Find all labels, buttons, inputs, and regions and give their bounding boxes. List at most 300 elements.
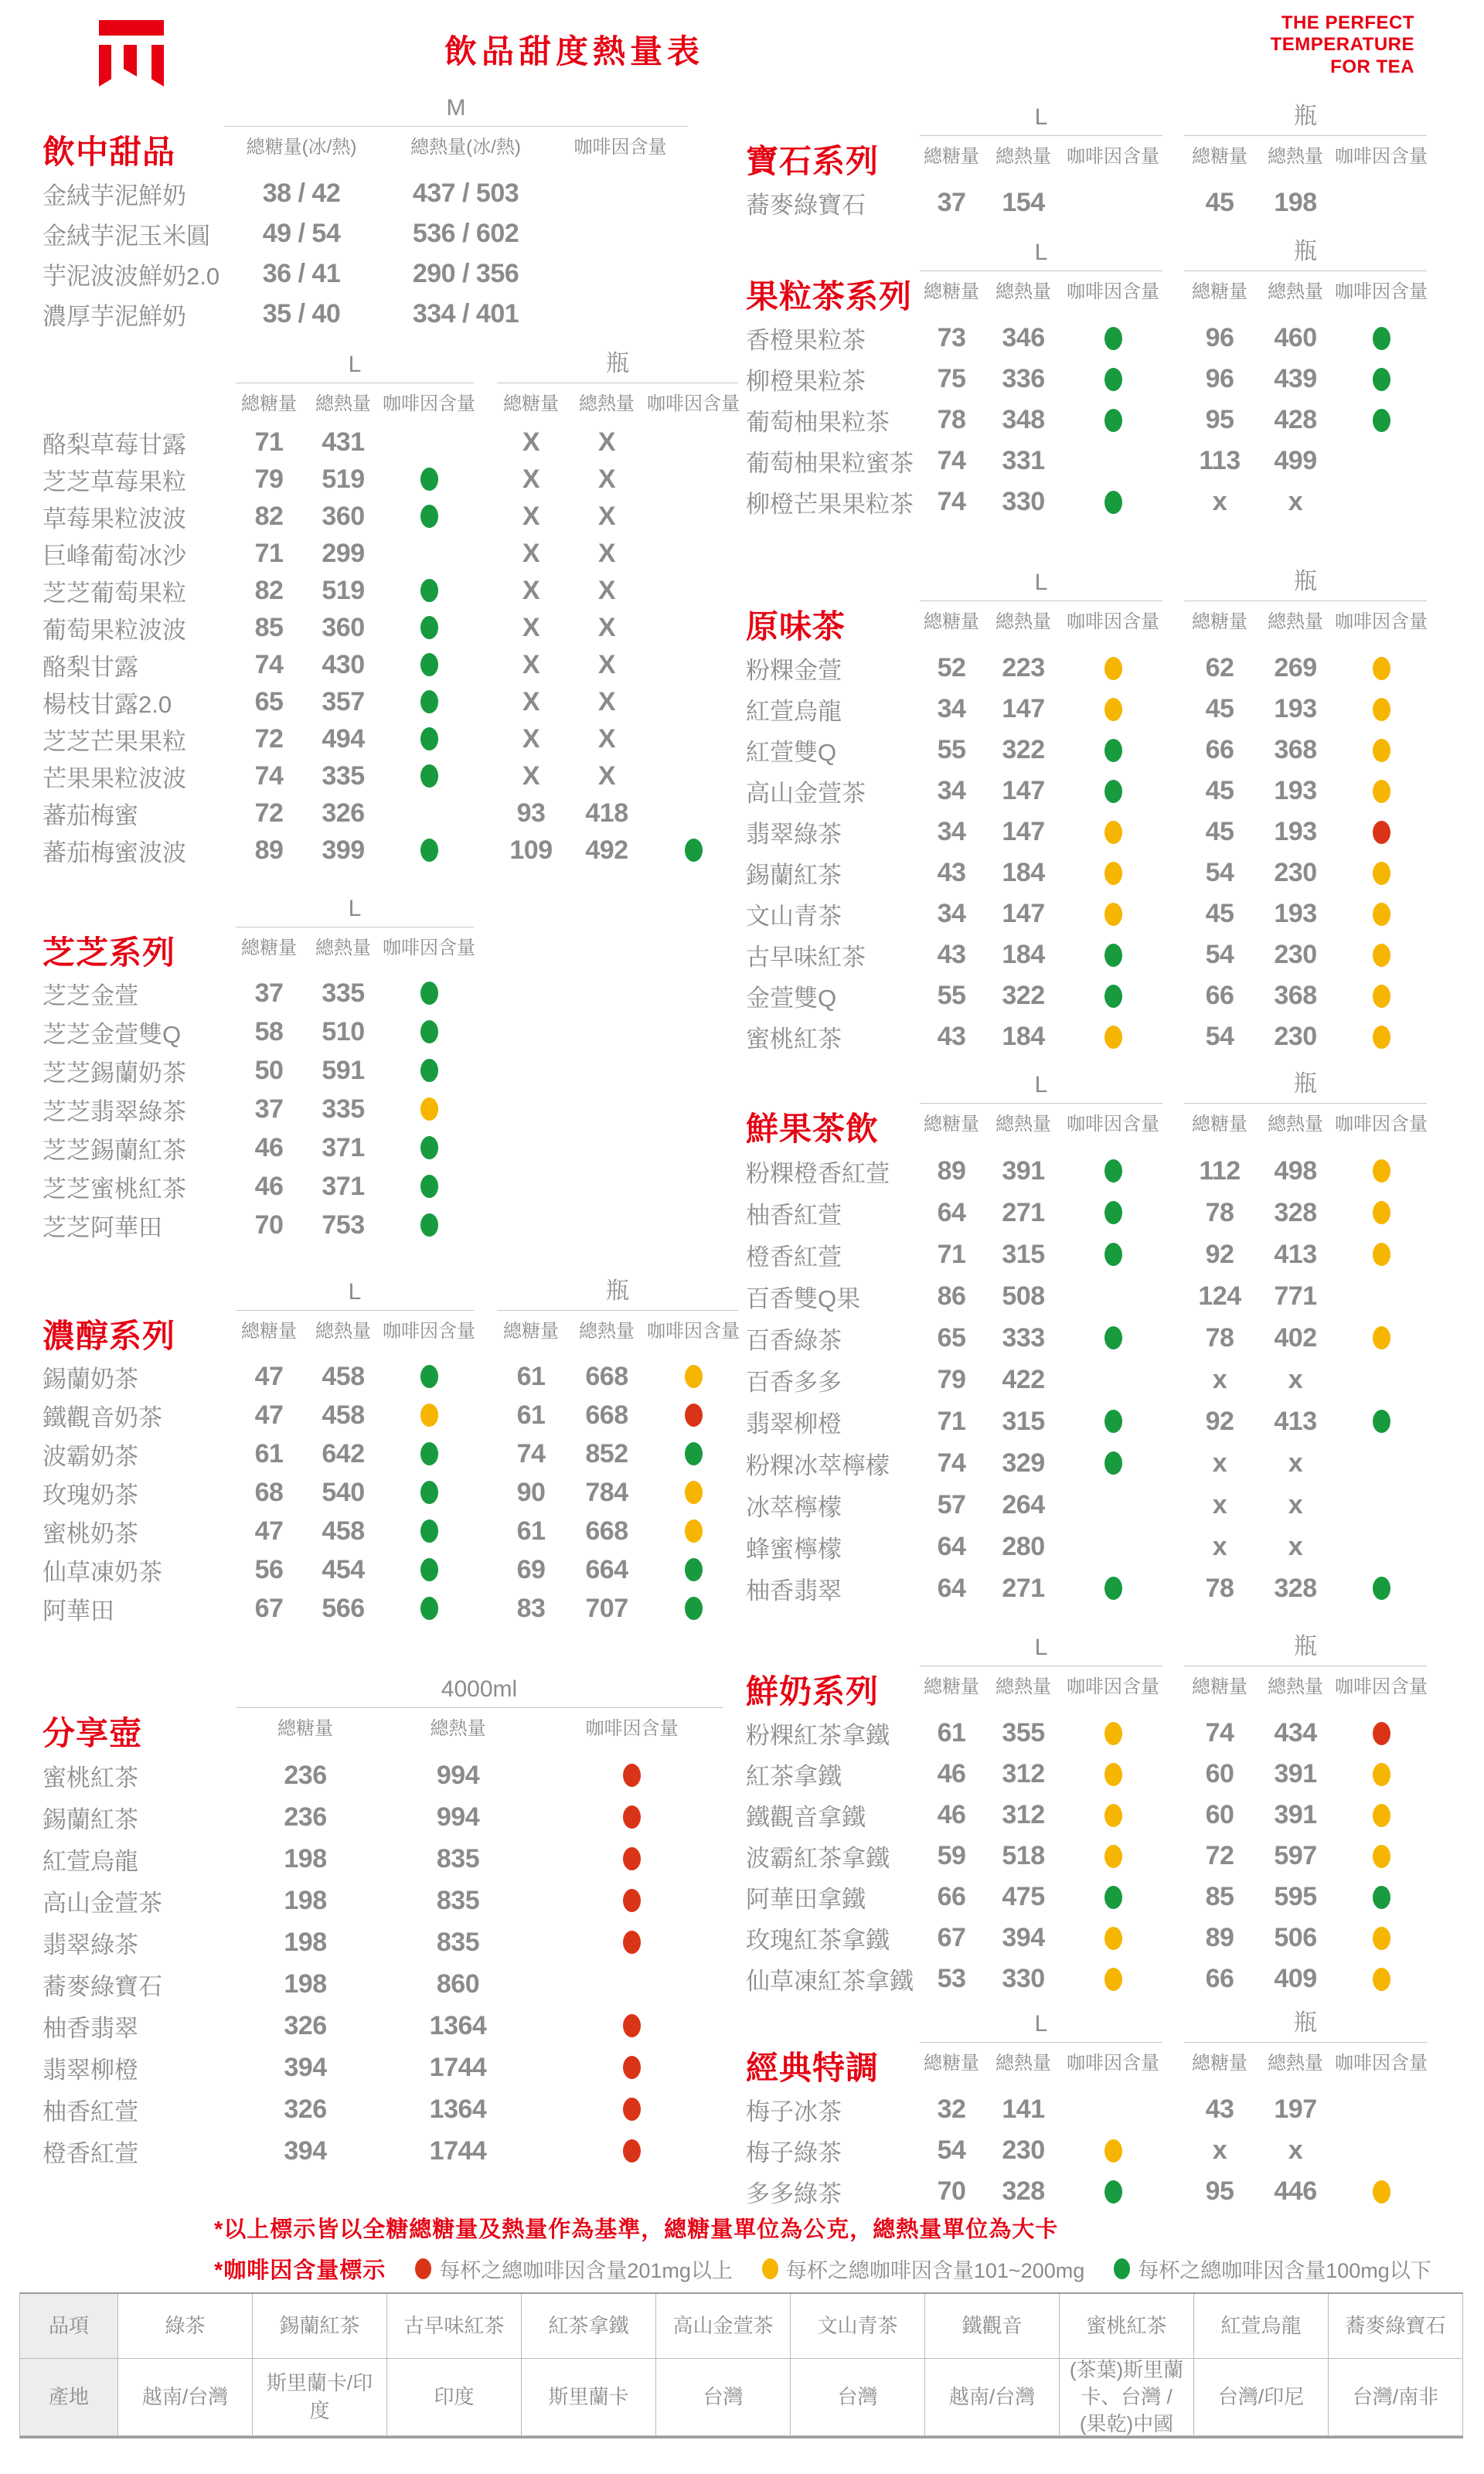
value-sugar: 236: [284, 1802, 327, 1832]
value-calories: 591: [322, 1055, 365, 1085]
item-name: 紅萱烏龍: [43, 1847, 138, 1875]
caffeine-cell: [541, 2088, 723, 2130]
value-sugar: 326: [284, 2094, 327, 2124]
right-column: [746, 100, 1441, 2212]
value-sugar: 45: [1205, 899, 1234, 928]
group-gap: [1162, 2171, 1184, 2212]
caffeine-dot-yellow: [1104, 698, 1122, 721]
caffeine-dot-green: [685, 839, 703, 862]
caffeine-dot-yellow: [1104, 1968, 1122, 1991]
origin-corner-label: 品項: [20, 2294, 118, 2359]
value-calories: 184: [1002, 858, 1045, 887]
caffeine-cell: [648, 535, 738, 572]
column-header: 總糖量: [241, 937, 297, 958]
value-calories: 566: [322, 1593, 365, 1623]
group-gap: [1162, 1958, 1184, 1999]
column-header: 總熱量: [315, 937, 371, 958]
value-calories: 1744: [429, 2052, 487, 2082]
group-gap: [1162, 1795, 1184, 1836]
value-calories: 269: [1274, 653, 1317, 682]
value-calories: x: [1288, 1489, 1303, 1519]
value-calories: 193: [1274, 899, 1317, 928]
group-gap: [474, 572, 497, 609]
value-calories: 322: [1002, 735, 1045, 764]
value-calories: 147: [1002, 899, 1045, 928]
caffeine-cell: [553, 173, 688, 213]
caffeine-cell: [1064, 1317, 1162, 1359]
group-gap: [474, 1473, 497, 1512]
section-table: [746, 1068, 1441, 1609]
item-name: 翡翠綠茶: [746, 821, 842, 848]
column-header: 總熱量: [1268, 281, 1323, 302]
caffeine-dot-red: [1373, 1722, 1390, 1745]
origin-value: 斯里蘭卡/印度: [253, 2359, 387, 2436]
value-calories: 835: [436, 1927, 480, 1957]
group-gap: [1162, 1631, 1184, 1666]
group-gap: [1162, 400, 1184, 441]
caffeine-cell: [384, 832, 474, 869]
value-sugar: 198: [284, 1969, 327, 1999]
caffeine-cell: [648, 498, 738, 535]
value-calories: 147: [1002, 776, 1045, 805]
caffeine-cell: [1064, 2130, 1162, 2171]
value-calories: 357: [322, 686, 365, 716]
size-header: L: [920, 1631, 1162, 1666]
value-sugar: 45: [1205, 817, 1234, 846]
value-calories: 391: [1274, 1759, 1317, 1788]
column-header: 總糖量: [1192, 1676, 1247, 1697]
value-calories: X: [597, 464, 616, 494]
value-calories: 402: [1274, 1322, 1317, 1353]
item-name: 百香多多: [746, 1368, 842, 1396]
caffeine-cell: [1336, 1958, 1427, 1999]
caffeine-cell: [1064, 1836, 1162, 1877]
column-header: 總糖量: [241, 1320, 297, 1342]
size-header: 瓶: [1184, 100, 1427, 136]
group-gap: [474, 1512, 497, 1550]
caffeine-dot-green: [420, 1175, 438, 1198]
caffeine-cell: [1064, 1713, 1162, 1754]
caffeine-dot-green: [420, 468, 438, 491]
value-calories: 230: [1002, 2135, 1045, 2165]
value-calories: 330: [1002, 1964, 1045, 1993]
caffeine-cell: [648, 424, 738, 461]
size-header: L: [920, 566, 1162, 601]
label-spacer: [746, 236, 920, 271]
value-sugar: X: [522, 761, 540, 791]
caffeine-cell: [1336, 1567, 1427, 1609]
value-calories: 434: [1274, 1718, 1317, 1747]
label-spacer: [746, 1068, 920, 1104]
caffeine-cell: [1336, 1442, 1427, 1484]
caffeine-dot-green: [420, 1020, 438, 1043]
caffeine-cell: [384, 1473, 474, 1512]
caffeine-dot-green: [1373, 1410, 1390, 1433]
label-spacer: [43, 1275, 236, 1311]
section-title: 飲中甜品: [43, 134, 176, 170]
caffeine-dot-yellow: [1104, 1845, 1122, 1868]
value-calories: 458: [322, 1361, 365, 1391]
value-calories: 328: [1274, 1197, 1317, 1227]
origin-item-name: 鐵觀音: [925, 2294, 1060, 2359]
caffeine-dot-green: [420, 1597, 438, 1620]
group-gap: [1162, 318, 1184, 359]
caffeine-dot-green: [1104, 1886, 1122, 1909]
column-header: 總糖量: [241, 393, 297, 414]
origin-table: [19, 2292, 1463, 2438]
value-sugar: 64: [937, 1531, 966, 1561]
value-calories: 184: [1002, 940, 1045, 969]
value-calories: 668: [585, 1400, 628, 1430]
caffeine-cell: [541, 1838, 723, 1880]
label-spacer: [43, 892, 236, 927]
item-name: 柚香翡翠: [746, 1577, 842, 1605]
caffeine-cell: [384, 757, 474, 795]
group-gap: [1162, 648, 1184, 689]
value-calories: 371: [322, 1132, 365, 1162]
value-calories: 299: [322, 538, 365, 568]
caffeine-dot-yellow: [1104, 1722, 1122, 1745]
value-calories: 391: [1274, 1800, 1317, 1829]
column-header: 總糖量: [924, 281, 979, 302]
item-name: 粉粿紅茶拿鐵: [746, 1722, 890, 1749]
column-header: 咖啡因含量: [1067, 2052, 1159, 2074]
caffeine-cell: [384, 424, 474, 461]
group-gap: [1162, 441, 1184, 482]
value-calories: 668: [585, 1516, 628, 1546]
value-calories: 322: [1002, 981, 1045, 1010]
group-gap: [1162, 1400, 1184, 1442]
value-sugar: 37: [254, 978, 284, 1008]
caffeine-dot-green: [1104, 1451, 1122, 1475]
column-header: 總熱量: [996, 281, 1051, 302]
column-header: 咖啡因含量: [574, 136, 667, 158]
value-sugar: 75: [937, 364, 966, 393]
caffeine-cell: [1336, 1836, 1427, 1877]
value-sugar: 62: [1205, 653, 1234, 682]
caffeine-cell: [1336, 934, 1427, 975]
item-name: 高山金萱茶: [43, 1889, 162, 1917]
value-sugar: 66: [1205, 735, 1234, 764]
value-sugar: 89: [1205, 1923, 1234, 1952]
caffeine-dot-yellow: [1373, 1326, 1390, 1349]
caffeine-dot-yellow: [1373, 1763, 1390, 1786]
item-name: 波霸紅茶拿鐵: [746, 1845, 890, 1872]
value-sugar: X: [522, 686, 540, 716]
group-gap: [1162, 1150, 1184, 1192]
value-sugar: X: [522, 649, 540, 679]
caffeine-dot-yellow: [1373, 985, 1390, 1008]
logo-stroke-right: [151, 45, 164, 87]
size-header: L: [236, 1275, 474, 1311]
value-sugar: 35 / 40: [262, 298, 341, 328]
caffeine-cell: [1064, 1526, 1162, 1567]
value-sugar: 34: [937, 776, 966, 805]
value-calories: 328: [1002, 2176, 1045, 2206]
value-calories: 475: [1002, 1882, 1045, 1911]
origin-value: 台灣/印尼: [1194, 2359, 1329, 2436]
caffeine-cell: [1064, 730, 1162, 771]
caffeine-cell: [1336, 2089, 1427, 2130]
caffeine-dot-green: [685, 1442, 703, 1465]
item-name: 芝芝金萱雙Q: [43, 1020, 182, 1048]
caffeine-cell: [384, 1012, 474, 1051]
value-sugar: X: [522, 501, 540, 531]
group-gap: [1162, 359, 1184, 400]
column-header: 總糖量: [924, 611, 979, 632]
section-table: [43, 91, 738, 334]
item-name: 芝芝葡萄果粒: [43, 579, 186, 607]
value-sugar: 43: [1205, 2095, 1234, 2124]
group-gap: [1162, 100, 1184, 136]
caffeine-dot-yellow: [420, 1097, 438, 1121]
item-name: 蕃茄梅蜜波波: [43, 839, 186, 866]
item-name: 蜜桃奶茶: [43, 1519, 138, 1547]
caffeine-cell: [1336, 1234, 1427, 1275]
value-sugar: 43: [937, 940, 966, 969]
caffeine-dot-yellow: [1373, 1927, 1390, 1950]
group-gap: [474, 795, 497, 832]
value-sugar: 61: [516, 1516, 546, 1546]
value-calories: 335: [322, 1094, 365, 1124]
caffeine-cell: [384, 720, 474, 757]
group-gap: [474, 757, 497, 795]
value-calories: 422: [1002, 1364, 1045, 1394]
caffeine-cell: [1336, 852, 1427, 893]
caffeine-dot-green: [420, 1481, 438, 1504]
caffeine-cell: [1064, 893, 1162, 934]
value-sugar: 74: [1205, 1718, 1234, 1747]
caffeine-dot-yellow: [1373, 903, 1390, 926]
section-table: [746, 236, 1441, 522]
caffeine-dot-red: [623, 2014, 641, 2037]
item-name: 錫蘭紅茶: [746, 862, 842, 889]
origin-item-name: 文山青茶: [791, 2294, 925, 2359]
origin-item-name: 紅茶拿鐵: [522, 2294, 656, 2359]
value-calories: 271: [1002, 1197, 1045, 1227]
section-title: 寶石系列: [746, 143, 880, 179]
caffeine-dot-green: [420, 1519, 438, 1543]
value-calories: 360: [322, 501, 365, 531]
item-name: 紅萱烏龍: [746, 698, 842, 725]
caffeine-cell: [1336, 400, 1427, 441]
group-gap: [1162, 730, 1184, 771]
label-spacer: [746, 1631, 920, 1666]
caffeine-dot-green: [685, 1558, 703, 1581]
caffeine-cell: [648, 646, 738, 683]
caffeine-cell: [384, 498, 474, 535]
value-sugar: 96: [1205, 364, 1234, 393]
caffeine-dot-yellow: [1373, 1845, 1390, 1868]
caffeine-cell: [1064, 400, 1162, 441]
caffeine-cell: [1064, 934, 1162, 975]
brand-tagline: [1271, 12, 1414, 78]
tagline-line: FOR TEA: [1330, 56, 1414, 77]
value-sugar: X: [522, 427, 540, 457]
column-header: 咖啡因含量: [1067, 145, 1159, 167]
caffeine-cell: [541, 1921, 723, 1963]
origin-item-name: 蕎麥綠寶石: [1329, 2294, 1463, 2359]
legend-item: [1114, 2254, 1431, 2284]
column-header: 總糖量: [924, 1113, 979, 1135]
section-title: 濃醇系列: [43, 1318, 176, 1354]
item-name: 柚香翡翠: [43, 2014, 138, 2042]
caffeine-dot-yellow: [1373, 780, 1390, 803]
item-name: 草莓果粒波波: [43, 505, 186, 533]
value-calories: 334 / 401: [412, 298, 519, 328]
value-calories: 431: [322, 427, 365, 457]
value-sugar: 124: [1198, 1281, 1241, 1311]
caffeine-cell: [1336, 1795, 1427, 1836]
caffeine-dot-green: [1114, 2258, 1130, 2279]
column-header: 咖啡因含量: [383, 1320, 475, 1342]
value-sugar: 66: [1205, 981, 1234, 1010]
caffeine-cell: [1336, 1192, 1427, 1234]
size-header: 瓶: [1184, 2007, 1427, 2043]
value-calories: 1744: [429, 2135, 487, 2166]
caffeine-cell: [1336, 812, 1427, 852]
item-name: 仙草凍紅茶拿鐵: [746, 1968, 914, 1995]
item-name: 翡翠綠茶: [43, 1931, 138, 1958]
caffeine-dot-green: [685, 1597, 703, 1620]
column-header: 總熱量: [996, 1676, 1051, 1697]
value-sugar: 83: [516, 1593, 546, 1623]
column-header: 總糖量: [924, 1676, 979, 1697]
legend-item: [415, 2254, 733, 2284]
footnote-caffeine: [214, 2253, 1431, 2285]
column-header: 總糖量: [1192, 611, 1247, 632]
value-calories: 315: [1002, 1406, 1045, 1436]
section-fresh-fruit: [746, 1068, 1441, 1609]
value-sugar: 113: [1199, 446, 1241, 475]
caffeine-cell: [384, 461, 474, 498]
group-gap: [1162, 601, 1184, 648]
value-calories: 458: [322, 1516, 365, 1546]
poster-title: 飲品甜度熱量表: [444, 33, 705, 70]
tagline-line: TEMPERATURE: [1270, 34, 1414, 56]
caffeine-cell: [1336, 359, 1427, 400]
value-calories: 328: [1274, 1573, 1317, 1603]
caffeine-cell: [384, 1128, 474, 1167]
caffeine-cell: [1336, 1275, 1427, 1317]
value-calories: 428: [1274, 405, 1317, 434]
group-gap: [1162, 1567, 1184, 1609]
caffeine-cell: [384, 1434, 474, 1473]
group-gap: [1162, 182, 1184, 223]
size-header: 瓶: [1184, 566, 1427, 601]
value-calories: 368: [1274, 981, 1317, 1010]
value-sugar: 69: [516, 1554, 546, 1584]
group-gap: [474, 498, 497, 535]
caffeine-cell: [541, 1963, 723, 2005]
legend-item: [762, 2254, 1084, 2284]
value-sugar: 95: [1205, 405, 1234, 434]
item-name: 玫瑰奶茶: [43, 1481, 138, 1509]
size-header: 瓶: [1184, 236, 1427, 271]
value-calories: 193: [1274, 694, 1317, 723]
value-calories: x: [1288, 487, 1303, 516]
caffeine-cell: [1064, 1192, 1162, 1234]
value-calories: x: [1288, 1531, 1303, 1561]
caffeine-cell: [541, 1754, 723, 1796]
legend-text: 每杯之總咖啡因含量100mg以下: [1138, 2259, 1431, 2282]
caffeine-cell: [541, 2047, 723, 2088]
value-calories: 784: [585, 1477, 628, 1507]
item-name: 芒果果粒波波: [43, 764, 186, 792]
value-sugar: 82: [254, 575, 284, 605]
value-calories: 860: [436, 1969, 480, 1999]
value-sugar: 46: [254, 1132, 284, 1162]
group-gap: [1162, 852, 1184, 893]
caffeine-cell: [648, 832, 738, 869]
value-calories: X: [597, 649, 616, 679]
item-name: 葡萄柚果粒蜜茶: [746, 450, 914, 477]
item-name: 仙草凍奶茶: [43, 1558, 162, 1586]
section-original-tea: [746, 566, 1441, 1057]
caffeine-dot-yellow: [1104, 903, 1122, 926]
caffeine-cell: [1336, 975, 1427, 1016]
column-header: 總糖量(冰/熱): [246, 136, 357, 158]
column-header: 咖啡因含量: [1067, 1113, 1159, 1135]
caffeine-dot-green: [1373, 327, 1390, 350]
column-header: 咖啡因含量: [1335, 1113, 1428, 1135]
group-gap: [474, 720, 497, 757]
section-table: [746, 100, 1441, 223]
group-gap: [1162, 2043, 1184, 2089]
value-sugar: 38 / 42: [262, 178, 341, 208]
value-sugar: 55: [937, 981, 966, 1010]
origin-value: 台灣: [656, 2359, 791, 2436]
value-sugar: 43: [937, 1022, 966, 1051]
caffeine-dot-green: [1104, 327, 1122, 350]
size-header: 瓶: [497, 348, 738, 383]
caffeine-dot-yellow: [1104, 2139, 1122, 2163]
value-calories: 346: [1002, 323, 1045, 352]
value-sugar: 52: [937, 653, 966, 682]
value-sugar: 61: [937, 1718, 966, 1747]
item-name: 芝芝翡翠綠茶: [43, 1097, 186, 1125]
caffeine-cell: [648, 720, 738, 757]
group-gap: [1162, 1359, 1184, 1400]
caffeine-cell: [648, 795, 738, 832]
value-calories: 312: [1002, 1759, 1045, 1788]
value-calories: 230: [1274, 1022, 1317, 1051]
caffeine-dot-yellow: [1104, 1026, 1122, 1049]
column-header: 總熱量: [1268, 1113, 1323, 1135]
value-calories: 197: [1274, 2095, 1317, 2124]
item-name: 芝芝芒果果粒: [43, 727, 186, 755]
value-sugar: 74: [254, 649, 284, 679]
section-table: [43, 1275, 738, 1628]
value-sugar: x: [1212, 487, 1227, 516]
caffeine-dot-green: [1373, 368, 1390, 391]
column-header: 咖啡因含量: [1067, 1676, 1159, 1697]
value-sugar: 95: [1205, 2176, 1234, 2206]
value-calories: 460: [1274, 323, 1317, 352]
item-name: 阿華田拿鐵: [746, 1886, 866, 1913]
group-gap: [1162, 1068, 1184, 1104]
caffeine-dot-yellow: [1104, 821, 1122, 844]
item-name: 金絨芋泥玉米圓: [43, 222, 210, 250]
value-sugar: 72: [1205, 1841, 1234, 1870]
value-sugar: 74: [516, 1438, 546, 1468]
caffeine-dot-yellow: [1373, 2180, 1390, 2203]
value-sugar: 64: [937, 1197, 966, 1227]
group-gap: [1162, 1234, 1184, 1275]
value-sugar: 92: [1205, 1406, 1234, 1436]
caffeine-cell: [1064, 1275, 1162, 1317]
value-calories: 333: [1002, 1322, 1045, 1353]
